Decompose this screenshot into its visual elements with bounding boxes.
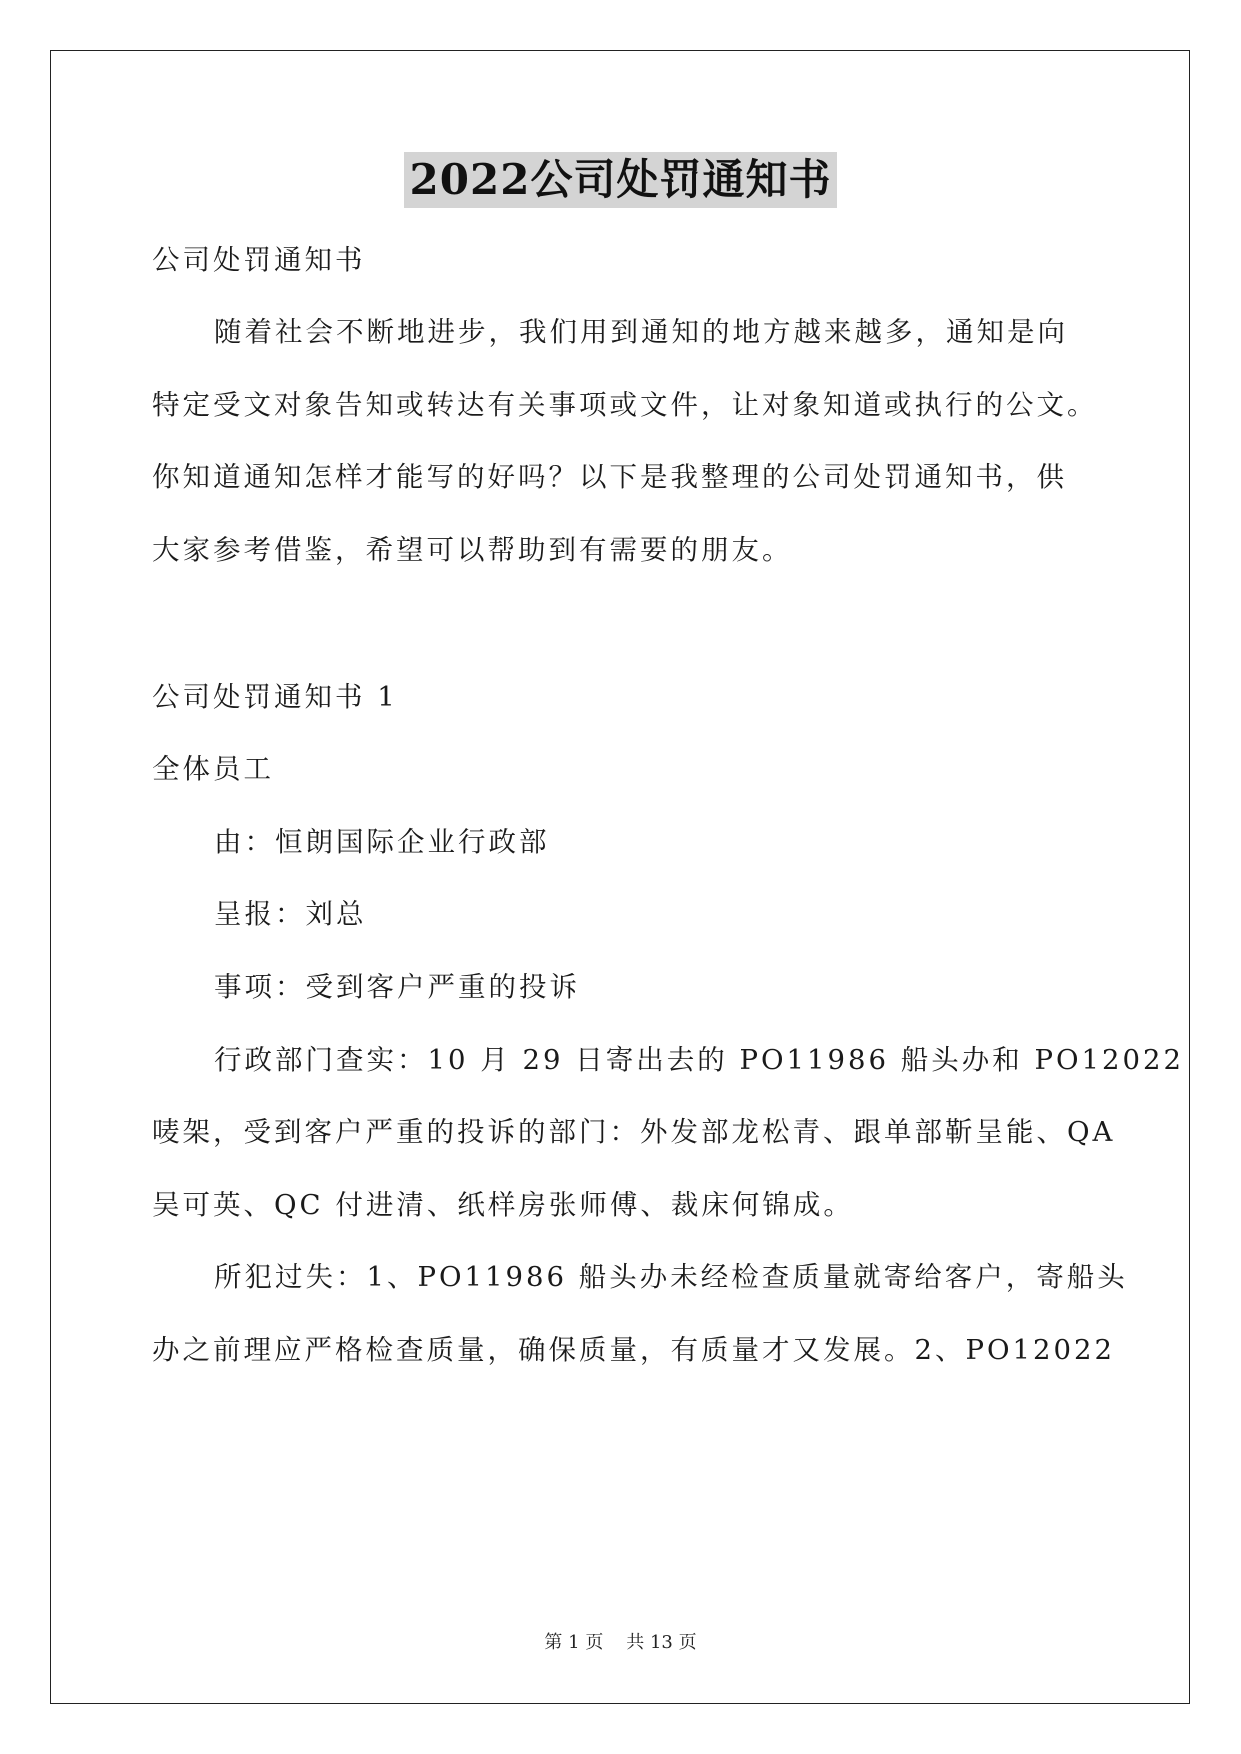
page-footer [0, 1631, 1241, 1655]
page-border [50, 50, 1190, 1704]
text-line: 吴可英、QC 付进清、纸样房张师傅、裁床何锦成。 [152, 1189, 854, 1221]
text-line: 事项：受到客户严重的投诉 [214, 971, 580, 1003]
text-line: 由：恒朗国际企业行政部 [214, 826, 550, 858]
text-line: 办之前理应严格检查质量，确保质量，有质量才又发展。2、PO12022 [152, 1334, 1116, 1366]
text-line: 呈报：刘总 [214, 898, 367, 930]
text-line: 你知道通知怎样才能写的好吗？以下是我整理的公司处罚通知书，供 [152, 461, 1067, 493]
text-line: 特定受文对象告知或转达有关事项或文件，让对象知道或执行的公文。 [152, 389, 1098, 421]
text-line: 全体员工 [152, 753, 274, 785]
text-line: 唛架，受到客户严重的投诉的部门：外发部龙松青、跟单部靳呈能、QA [152, 1116, 1116, 1148]
title-wrapper [0, 152, 1241, 208]
page-number: 第 1 页 [544, 1632, 604, 1653]
text-line: 所犯过失：1、PO11986 船头办未经检查质量就寄给客户，寄船头 [214, 1261, 1128, 1293]
page-total: 共 13 页 [626, 1632, 697, 1653]
text-line: 公司处罚通知书 1 [152, 681, 398, 713]
document-title: 2022公司处罚通知书 [404, 152, 838, 208]
text-line: 大家参考借鉴，希望可以帮助到有需要的朋友。 [152, 534, 793, 566]
text-line: 行政部门查实：10 月 29 日寄出去的 PO11986 船头办和 PO12022 [214, 1044, 1184, 1076]
text-line: 公司处罚通知书 [152, 244, 366, 276]
text-line: 随着社会不断地进步，我们用到通知的地方越来越多，通知是向 [214, 316, 1068, 348]
